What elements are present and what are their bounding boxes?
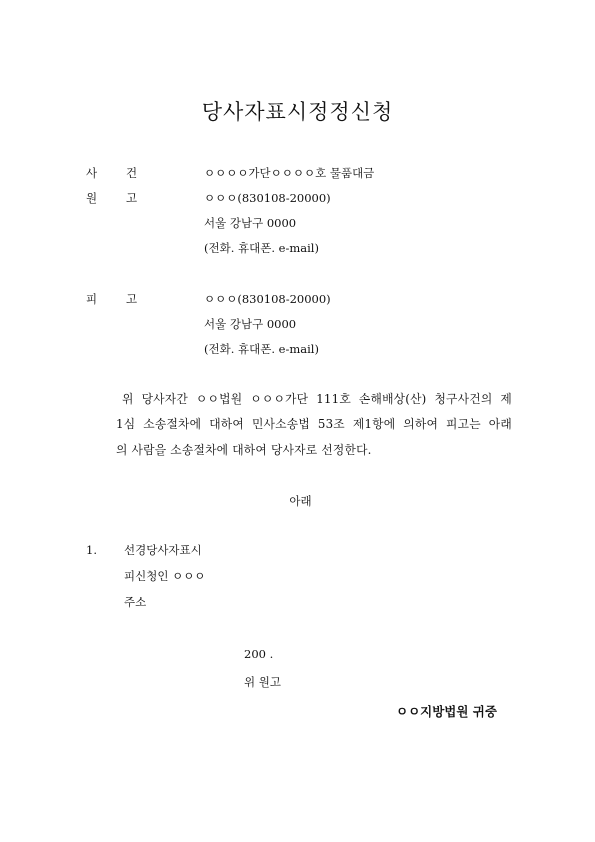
- signer-line: 위 원고: [244, 675, 281, 689]
- case-number-value: ㅇㅇㅇㅇ가단ㅇㅇㅇㅇ호 물품대금: [204, 166, 375, 180]
- defendant-label-first-char: 피: [86, 292, 98, 306]
- court-addressee: ㅇㅇ지방법원 귀중: [396, 704, 497, 719]
- item-address-label: 주소: [124, 595, 147, 609]
- plaintiff-contact: (전화. 휴대폰. e-mail): [204, 241, 319, 255]
- item-heading: 선경당사자표시: [124, 543, 202, 557]
- body-line-1: 위 당사자간 ㅇㅇ법원 ㅇㅇㅇ가단 111호 손해배상(산) 청구사건의 제: [122, 392, 512, 406]
- defendant-label-second-char: 고: [126, 292, 138, 306]
- plaintiff-name: ㅇㅇㅇ(830108-20000): [204, 191, 331, 205]
- defendant-contact: (전화. 휴대폰. e-mail): [204, 342, 319, 356]
- item-number: 1.: [86, 543, 97, 557]
- plaintiff-address: 서울 강남구 0000: [204, 216, 297, 230]
- item-respondent: 피신청인 ㅇㅇㅇ: [124, 569, 206, 583]
- body-line-2: 1심 소송절차에 대하여 민사소송법 53조 제1항에 의하여 피고는 아래: [116, 417, 512, 431]
- defendant-address: 서울 강남구 0000: [204, 317, 297, 331]
- defendant-name: ㅇㅇㅇ(830108-20000): [204, 292, 331, 306]
- plaintiff-label-second-char: 고: [126, 191, 138, 205]
- plaintiff-label-first-char: 원: [86, 191, 98, 205]
- case-label-second-char: 건: [126, 166, 138, 180]
- case-label-first-char: 사: [86, 166, 98, 180]
- document-title: 당사자표시정정신청: [201, 100, 394, 124]
- body-line-3: 의 사람을 소송절차에 대하여 당사자로 선정한다.: [116, 443, 372, 457]
- below-heading: 아래: [289, 494, 312, 508]
- document-date: 200 .: [244, 647, 274, 661]
